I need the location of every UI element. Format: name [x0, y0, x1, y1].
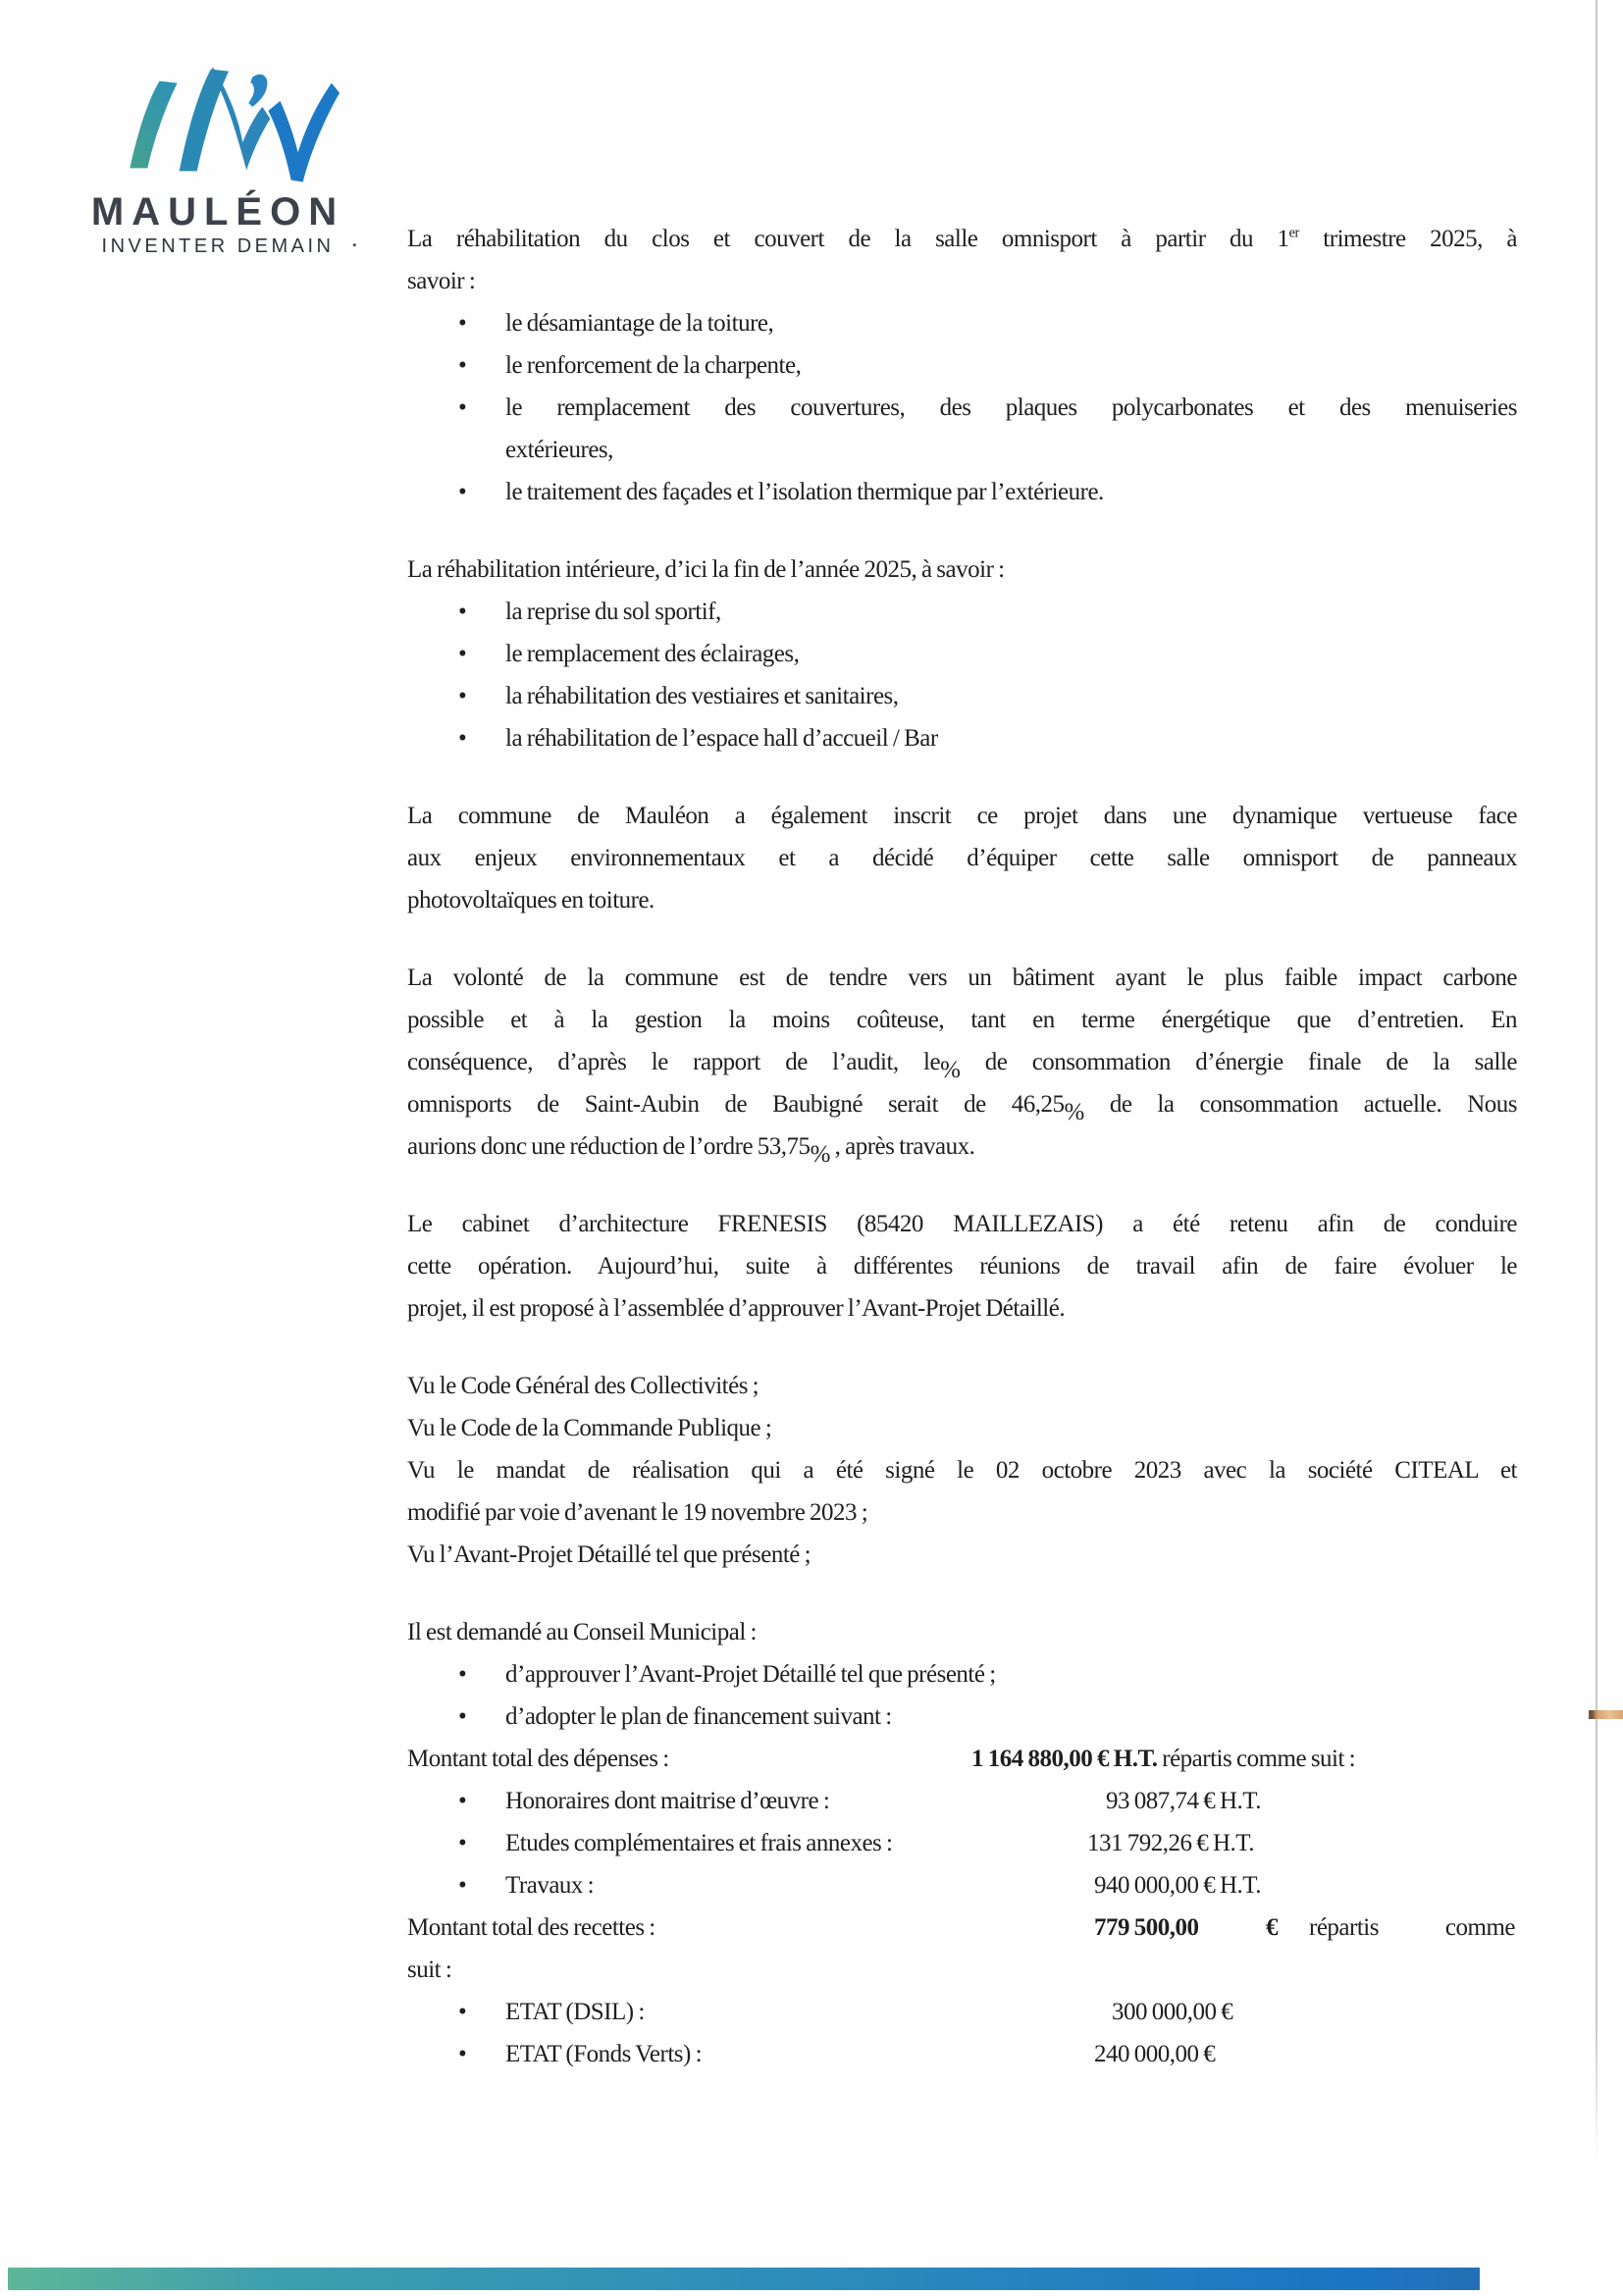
- financing-amount: 93 087,74 € H.T.: [1106, 1788, 1261, 1814]
- financing-depenses-total: [407, 1738, 1517, 1780]
- text-line: suit :: [407, 1957, 452, 1983]
- bullet-icon: •: [458, 1788, 467, 1814]
- list-item: [407, 387, 1517, 429]
- financing-amount: 300 000,00 €: [1112, 1999, 1233, 2025]
- brand-tagline: INVENTER DEMAIN: [101, 235, 335, 257]
- financing-amount-bold: 779 500,00: [1094, 1914, 1199, 1941]
- list-item: [407, 591, 1517, 633]
- document-body: [407, 218, 1517, 2075]
- financing-label: Montant total des recettes :: [407, 1914, 655, 1941]
- financing-recettes-total: [407, 1906, 1517, 1949]
- financing-amount: 240 000,00 €: [1094, 2041, 1216, 2067]
- text-line: possible et à la gestion la moins coûteuse, tant en terme énergétique que d’entretien. En: [407, 1007, 1517, 1033]
- text-line: projet, il est proposé à l’assemblée d’approuver l’Avant-Projet Détaillé.: [407, 1295, 1066, 1322]
- financing-etat-fonds-verts: [407, 2033, 1517, 2075]
- text-line: aux enjeux environnementaux et a décidé d’équiper cette salle omnisport de panneaux: [407, 845, 1517, 871]
- financing-label: Honoraires dont maitrise d’œuvre :: [505, 1788, 830, 1814]
- paragraph-rehabilitation-interieure: [407, 548, 1517, 759]
- list-item-text: le renforcement de la charpente,: [505, 352, 802, 379]
- text-segment: aurions donc une réduction de l’ordre 53,75: [407, 1133, 811, 1160]
- list-item-text: la réhabilitation des vestiaires et sanitaires,: [505, 683, 899, 709]
- percent-sign: %: [810, 1141, 830, 1168]
- text-line: photovoltaïques en toiture.: [407, 887, 654, 913]
- text-line: [407, 1125, 1517, 1168]
- superscript-er: er: [1288, 225, 1299, 241]
- section-demande-conseil: [407, 1611, 1517, 2075]
- text-line: Vu le Code Général des Collectivités ;: [407, 1373, 759, 1399]
- bullet-icon: •: [458, 683, 467, 709]
- footer-gradient-bar: [8, 2268, 1480, 2290]
- scan-speck: .: [351, 224, 358, 252]
- text-segment: répartis: [1309, 1914, 1379, 1941]
- text-line: modifié par voie d’avenant le 19 novembre 2023 ;: [407, 1499, 868, 1526]
- percent-sign: %: [940, 1057, 961, 1083]
- list-item: [407, 302, 1517, 344]
- text-segment: omnisports de Saint-Aubin de Baubigné serait de 46,25: [407, 1091, 1065, 1118]
- financing-amount: 940 000,00 € H.T.: [1094, 1872, 1261, 1899]
- financing-travaux: [407, 1864, 1517, 1906]
- page-edge-line: [1596, 0, 1597, 2296]
- text-line: [407, 1083, 1517, 1125]
- text-segment: , après travaux.: [829, 1133, 975, 1160]
- list-item-text: le désamiantage de la toiture,: [505, 310, 774, 337]
- paragraph-volonte-commune: [407, 957, 1517, 1168]
- bullet-icon: •: [458, 1830, 467, 1856]
- text-segment: La réhabilitation du clos et couvert de la salle omnisport à partir du 1: [407, 226, 1289, 252]
- paragraph-cabinet-architecture: [407, 1203, 1517, 1330]
- financing-honoraires: [407, 1780, 1517, 1822]
- bullet-icon: •: [458, 599, 467, 625]
- text-line: cette opération. Aujourd’hui, suite à différentes réunions de travail afin de faire évoluer le: [407, 1253, 1517, 1279]
- list-item-text: le remplacement des éclairages,: [505, 641, 800, 667]
- bullet-icon: •: [458, 2041, 467, 2067]
- amount-bold: 1 164 880,00 € H.T.: [971, 1746, 1158, 1772]
- list-item-text: d’approuver l’Avant-Projet Détaillé tel que présenté ;: [505, 1661, 996, 1688]
- text-line: savoir :: [407, 268, 476, 294]
- bullet-icon: •: [458, 725, 467, 752]
- list-item-text: la reprise du sol sportif,: [505, 599, 721, 625]
- text-line: [407, 1041, 1517, 1083]
- financing-label: ETAT (DSIL) :: [505, 1999, 645, 2025]
- text-segment: trimestre 2025, à: [1298, 226, 1518, 252]
- text-line: Vu le Code de la Commande Publique ;: [407, 1415, 772, 1441]
- justified-tail: [1309, 1906, 1515, 1949]
- financing-label: Etudes complémentaires et frais annexes :: [505, 1830, 893, 1856]
- brand-block: [61, 59, 375, 258]
- bullet-icon: •: [458, 479, 467, 505]
- paragraph-commune-photovoltaiques: [407, 795, 1517, 921]
- mauleon-logo-icon: [94, 59, 341, 188]
- financing-etat-dsil: [407, 1991, 1517, 2033]
- text-line: Le cabinet d’architecture FRENESIS (85420 MAILLEZAIS) a été retenu afin de conduire: [407, 1211, 1517, 1237]
- financing-amount: [971, 1738, 1355, 1780]
- text-segment: de consommation d’énergie finale de la salle: [960, 1049, 1517, 1075]
- brand-name: MAULÉON: [90, 190, 345, 234]
- bullet-icon: •: [458, 1872, 467, 1899]
- list-item: [407, 1653, 1517, 1696]
- text-line: La volonté de la commune est de tendre vers un bâtiment ayant le plus faible impact carbone: [407, 965, 1517, 991]
- bullet-icon: •: [458, 394, 467, 421]
- text-segment: conséquence, d’après le rapport de l’audit, le: [407, 1049, 941, 1075]
- text-line: La commune de Mauléon a également inscrit ce projet dans une dynamique vertueuse face: [407, 803, 1517, 829]
- list-item: [407, 471, 1517, 513]
- list-item: [407, 1696, 1517, 1738]
- bullet-icon: •: [458, 310, 467, 337]
- list-item: [407, 717, 1517, 759]
- text-line: Vu l’Avant-Projet Détaillé tel que présenté ;: [407, 1541, 812, 1568]
- list-item-text: le remplacement des couvertures, des plaques polycarbonates et des menuiseries: [505, 394, 1517, 421]
- text-segment: de la consommation actuelle. Nous: [1083, 1091, 1517, 1118]
- percent-sign: %: [1064, 1099, 1084, 1125]
- financing-label: ETAT (Fonds Verts) :: [505, 2041, 703, 2067]
- bullet-icon: •: [458, 1703, 467, 1730]
- text-line: Vu le mandat de réalisation qui a été signé le 02 octobre 2023 avec la société CITEAL et: [407, 1457, 1517, 1484]
- text-line: [407, 218, 1517, 260]
- financing-amount: 131 792,26 € H.T.: [1087, 1830, 1254, 1856]
- list-item-text: le traitement des façades et l’isolation thermique par l’extérieure.: [505, 479, 1104, 505]
- bullet-icon: •: [458, 352, 467, 379]
- list-item-text: la réhabilitation de l’espace hall d’accueil / Bar: [505, 725, 938, 752]
- paragraph-clos-couvert: [407, 218, 1517, 513]
- text-segment: comme: [1444, 1914, 1515, 1941]
- amount-suffix: répartis comme suit :: [1157, 1746, 1356, 1772]
- bullet-icon: •: [458, 641, 467, 667]
- text-line: La réhabilitation intérieure, d’ici la fin de l’année 2025, à savoir :: [407, 556, 1005, 583]
- financing-etudes: [407, 1822, 1517, 1864]
- paragraph-visas: [407, 1365, 1517, 1576]
- financing-label: Montant total des dépenses :: [407, 1746, 669, 1772]
- list-item: [407, 675, 1517, 717]
- sticky-tab-mark: [1589, 1710, 1623, 1719]
- text-line: Il est demandé au Conseil Municipal :: [407, 1619, 757, 1645]
- financing-label: Travaux :: [505, 1872, 595, 1899]
- list-item-text: d’adopter le plan de financement suivant :: [505, 1703, 892, 1730]
- euro-sign: €: [1266, 1914, 1278, 1941]
- list-item: [407, 344, 1517, 387]
- list-item-continuation: extérieures,: [505, 437, 613, 463]
- bullet-icon: •: [458, 1999, 467, 2025]
- list-item: [407, 633, 1517, 675]
- bullet-icon: •: [458, 1661, 467, 1688]
